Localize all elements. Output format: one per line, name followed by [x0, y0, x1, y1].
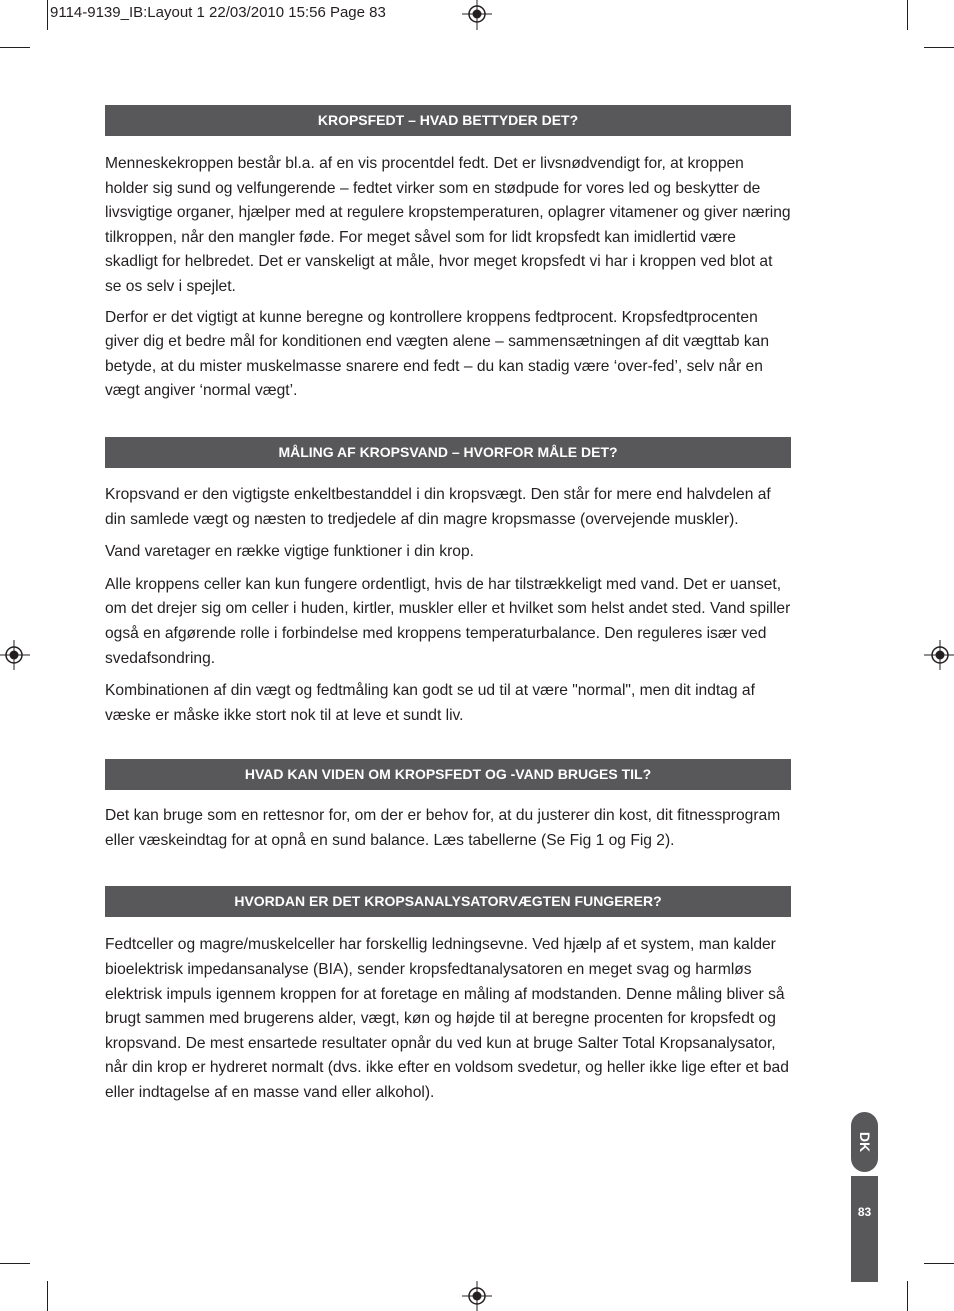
section-heading: HVORDAN ER DET KROPSANALYSATORVÆGTEN FUNGERER? [105, 886, 791, 917]
page-content [105, 105, 795, 1106]
page-number: 83 [857, 1205, 872, 1219]
section-heading: HVAD KAN VIDEN OM KROPSFEDT OG -VAND BRUGES TIL? [105, 759, 791, 790]
crop-mark-top-right-v [907, 0, 908, 30]
section-heading: MÅLING AF KROPSVAND – HVORFOR MÅLE DET? [105, 437, 791, 468]
crop-mark-top-left-v [47, 0, 48, 30]
paragraph: Fedtceller og magre/muskelceller har forskellig ledningsevne. Ved hjælp af et system, man kalder bioelektrisk impedansanalyse (BIA), sender kropsfedtanalysatoren en meget svag og harmløs elektrisk impuls igennem kroppen for at foretage en måling af modstanden. Denne måling bliver så brugt sammen med brugerens alder, vægt, køn og højde til at beregne procenten for kropsfedt og kropsvand. De mest ensartede resultater opnår du ved kun at bruge Salter Total Kropsanalysator, når din krop er hydreret normalt (dvs. ikke efter en voldsom svedetur, og heller ikke lige efter et bad eller indtagelse af en masse vand eller alkohol). [105, 936, 789, 1102]
crop-mark-bottom-left-v [47, 1281, 48, 1311]
paragraph: Alle kroppens celler kan kun fungere ordentligt, hvis de har tilstrækkeligt med vand. Det er uanset, om det drejer sig om celler i huden, kirtler, muskler eller et hvilket som helst andet sted. Vand spiller også en afgørende rolle i forbindelse med kroppens temperaturbalance. Den reguleres især ved svedafsondring. [105, 575, 791, 667]
paragraph: Det kan bruge som en rettesnor for, om der er behov for, at du justerer din kost, dit fitnessprogram eller væskeindtag for at opnå en sund balance. Læs tabellerne (Se Fig 1 og Fig 2). [105, 807, 781, 849]
print-slug: 9114-9139_IB:Layout 1 22/03/2010 15:56 Page 83 [50, 4, 386, 21]
section-body-fat [105, 105, 795, 404]
registration-mark-bottom-icon [462, 1281, 492, 1311]
paragraph: Derfor er det vigtigt at kunne beregne og kontrollere kroppens fedtprocent. Kropsfedtprocenten giver dig et bedre mål for konditionen end vægten alene – sammensætningen af dit vægttab kan betyde, at du mister muskelmasse snarere end fedt – du kan stadig være ‘over-fed’, selv når en vægt angiver ‘normal vægt’. [105, 308, 770, 400]
crop-mark-bottom-right-v [907, 1281, 908, 1311]
paragraph: Kombinationen af din vægt og fedtmåling kan godt se ud til at være "normal", men dit indtag af væske er måske ikke stort nok til at leve et sundt liv. [105, 682, 755, 724]
section-how-it-works [105, 886, 795, 1105]
section-body-water [105, 437, 795, 728]
registration-mark-right-icon [924, 640, 954, 670]
paragraph: Menneskekroppen består bl.a. af en vis procentdel fedt. Det er livsnødvendigt for, at kroppen holder sig sund og velfungerende – fedtet virker som en stødpude for vores led og beskytter de livsvigtige organer, hjælper med at regulere kropstemperaturen, oplagrer vitamener og giver næring tilkroppen, når den mangler føde. For meget såvel som for lidt kropsfedt kan imidlertid være skadligt for helbredet. Det er vanskeligt at måle, hvor meget kropsfedt vi har i kroppen ved blot at se os selv i spejlet. [105, 155, 791, 295]
crop-mark-top-left-h [0, 47, 30, 48]
crop-mark-top-right-h [924, 47, 954, 48]
registration-mark-left-icon [0, 640, 30, 670]
registration-mark-top-icon [462, 0, 492, 30]
paragraph: Vand varetager en række vigtige funktioner i din krop. [105, 543, 474, 561]
language-label: DK [856, 1131, 873, 1153]
section-heading: KROPSFEDT – HVAD BETTYDER DET? [105, 105, 791, 136]
page-number-tab [851, 1176, 878, 1282]
crop-mark-bottom-right-h [924, 1263, 954, 1264]
crop-mark-bottom-left-h [0, 1263, 30, 1264]
language-tab [851, 1112, 878, 1172]
paragraph: Kropsvand er den vigtigste enkeltbestanddel i din kropsvægt. Den står for mere end halvdelen af din samlede vægt og næsten to tredjedele af din magre kropsmasse (overvejende muskler). [105, 485, 771, 528]
section-usage [105, 759, 795, 853]
